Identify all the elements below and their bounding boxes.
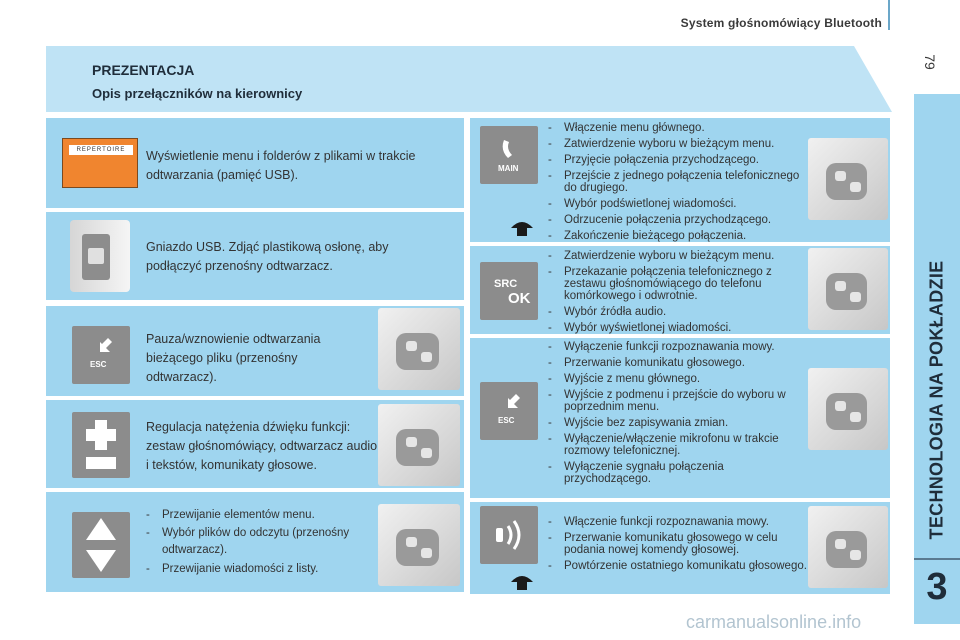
list-item: - Wybór plików do odczytu (przenośny odtwarzacz). [146, 525, 372, 559]
list-item: - Wyjście z menu głównego. [548, 373, 802, 385]
list-item: - Przyjęcie połączenia przychodzącego. [548, 154, 808, 166]
volume-plus-minus-icon [72, 412, 130, 478]
section-title: PREZENTACJA [92, 62, 195, 78]
usb-port-icon [88, 248, 104, 264]
list-item: - Wybór źródła audio. [548, 306, 808, 318]
list-item: - Przewijanie elementów menu. [146, 509, 372, 521]
voice-button-image [480, 506, 538, 564]
volume-buttons-image [72, 412, 130, 478]
phone-hook-icon [480, 126, 538, 184]
esc-button-image [480, 382, 538, 440]
section-subtitle: Opis przełączników na kierownicy [92, 86, 303, 101]
volume-description: Regulacja natężenia dźwięku funkcji: zestaw głośnomówiący, odtwarzacz audio i tekstów, komunikaty głosowe. [146, 420, 378, 472]
list-item: - Wybór wyświetlonej wiadomości. [548, 322, 808, 334]
list-item: - Wybór podświetlonej wiadomości. [548, 198, 808, 210]
list-item: - Wyjście z podmenu i przejście do wyboru w poprzednim menu. [548, 389, 802, 413]
usb-socket-image [70, 220, 130, 292]
esc-label: ESC [90, 360, 107, 369]
src-label: SRC [494, 278, 518, 290]
repertoire-label: REPERTOIRE [69, 145, 133, 155]
list-item: - Przerwanie komunikatu głosowego. [548, 357, 802, 369]
esc-label: ESC [498, 416, 515, 425]
list-item: - Wyłączenie sygnału połączenia przychodzącego. [548, 461, 802, 485]
chapter-title: TECHNOLOGIA NA POKŁADZIE [926, 260, 947, 540]
chapter-divider [914, 558, 960, 560]
esc-description: Pauza/wznowienie odtwarzania bieżącego pliku (przenośny odtwarzacz). [146, 332, 321, 384]
section-banner [46, 46, 892, 112]
repertoire-description: Wyświetlenie menu i folderów z plikami w trakcie odtwarzania (pamięć USB). [146, 149, 416, 182]
steering-switch-photo [808, 138, 888, 220]
list-item: - Odrzucenie połączenia przychodzącego. [548, 214, 808, 226]
list-item: - Wyjście bez zapisywania zmian. [548, 417, 802, 429]
up-down-arrows-icon [72, 512, 130, 578]
list-item: - Zakończenie bieżącego połączenia. [548, 230, 808, 242]
list-item: - Przerwanie komunikatu głosowego w celu podania nowej komendy głosowej. [548, 532, 810, 556]
chapter-number: 3 [926, 566, 948, 608]
main-functions-list [548, 122, 808, 246]
running-header: System głośnomówiący Bluetooth [680, 16, 882, 30]
voice-recognition-icon [480, 506, 538, 564]
esc-functions-list [548, 341, 802, 489]
main-button-image [480, 126, 538, 184]
steering-switch-photo [808, 506, 888, 588]
list-item: - Wyłączenie funkcji rozpoznawania mowy. [548, 341, 802, 353]
list-item: - Zatwierdzenie wyboru w bieżącym menu. [548, 250, 808, 262]
esc-icon [72, 326, 130, 384]
usb-description: Gniazdo USB. Zdjąć plastikową osłonę, aby podłączyć przenośny odtwarzacz. [146, 240, 389, 273]
voice-functions-list [548, 516, 810, 576]
up-arrow-icon [508, 214, 536, 238]
list-item: - Przewijanie wiadomości z listy. [146, 563, 372, 575]
repertoire-button-image [62, 138, 138, 188]
steering-switch-photo [808, 248, 888, 330]
steering-switch-photo [378, 504, 460, 586]
steering-switch-photo [378, 308, 460, 390]
ok-label: OK [508, 290, 531, 307]
list-item: - Powtórzenie ostatniego komunikatu głosowego. [548, 560, 810, 572]
list-item: - Wyłączenie/włączenie mikrofonu w trakcie rozmowy telefonicznej. [548, 433, 802, 457]
scroll-buttons-image [72, 512, 130, 578]
header-divider [888, 0, 890, 30]
steering-switch-photo [808, 368, 888, 450]
watermark: carmanualsonline.info [686, 612, 862, 632]
list-item: - Włączenie funkcji rozpoznawania mowy. [548, 516, 810, 528]
list-item: - Włączenie menu głównego. [548, 122, 808, 134]
scroll-functions-list [146, 509, 372, 579]
esc-button-image [72, 326, 130, 384]
src-ok-functions-list [548, 250, 808, 338]
up-arrow-icon [508, 568, 536, 592]
list-item: - Przekazanie połączenia telefonicznego z zestawu głośnomówiącego do telefonu komórkowego i odwrotnie. [548, 266, 808, 302]
list-item: - Zatwierdzenie wyboru w bieżącym menu. [548, 138, 808, 150]
main-label: MAIN [498, 164, 519, 173]
list-item: - Przejście z jednego połączenia telefonicznego do drugiego. [548, 170, 808, 194]
src-ok-button-image [480, 262, 538, 320]
page-number: 79 [922, 54, 938, 70]
esc-icon [480, 382, 538, 440]
steering-switch-photo [378, 404, 460, 486]
